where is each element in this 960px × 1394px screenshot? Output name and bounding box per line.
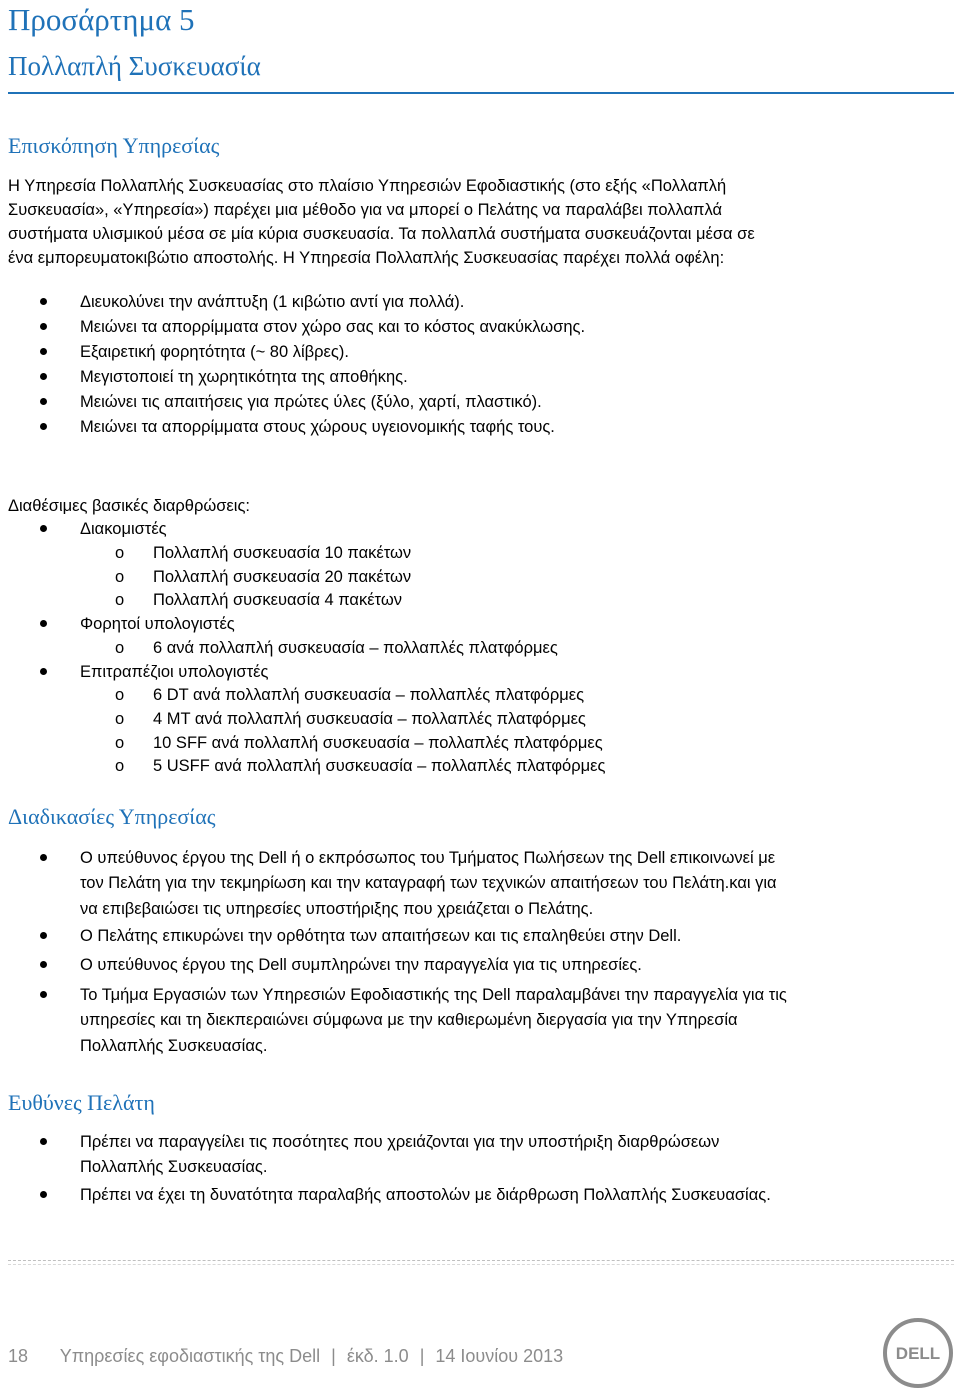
- intro-line: Συσκευασία», «Υπηρεσία») παρέχει μια μέθοδο για να μπορεί ο Πελάτης να παραλάβει πολλαπλά: [8, 201, 722, 219]
- bullet-icon: [40, 423, 47, 430]
- appendix-subtitle: Πολλαπλή Συσκευασία: [8, 51, 261, 81]
- footer-separator: |: [419, 1346, 425, 1366]
- footer-doc-name: Υπηρεσίες εφοδιαστικής της Dell: [59, 1346, 321, 1366]
- sub-bullet-icon: o: [115, 568, 125, 586]
- bullet-icon: [40, 668, 47, 675]
- appendix-title: Προσάρτημα 5: [8, 2, 195, 37]
- bullet-icon: [40, 298, 47, 305]
- intro-line: συστήματα υλισμικού μέσα σε μία κύρια συσκευασία. Τα πολλαπλά συστήματα συσκευάζονται μέσα σε: [8, 225, 755, 243]
- overview-intro: [8, 174, 948, 270]
- overview-heading: Επισκόπηση Υπηρεσίας: [8, 133, 220, 158]
- intro-line: ένα εμπορευματοκιβώτιο αποστολής. Η Υπηρεσία Πολλαπλής Συσκευασίας παρέχει πολλά οφέλη:: [8, 249, 725, 267]
- customer-heading: Ευθύνες Πελάτη: [8, 1090, 155, 1115]
- bullet-icon: [40, 525, 47, 532]
- footer-rule-secondary: [8, 1264, 954, 1265]
- footer-date: 14 Ιουνίου 2013: [435, 1346, 564, 1366]
- footer-separator: |: [331, 1346, 336, 1366]
- intro-line: Η Υπηρεσία Πολλαπλής Συσκευασίας στο πλαίσιο Υπηρεσιών Εφοδιαστικής (στο εξής «Πολλαπλή: [8, 177, 727, 195]
- bullet-icon: [40, 854, 47, 861]
- bullet-icon: [40, 323, 47, 330]
- bullet-icon: [40, 348, 47, 355]
- dell-logo-icon: [882, 1317, 954, 1389]
- bullet-icon: [40, 991, 47, 998]
- bullet-icon: [40, 961, 47, 968]
- bullet-icon: [40, 1138, 47, 1145]
- page-footer: [8, 1344, 563, 1368]
- procedures-heading: Διαδικασίες Υπηρεσίας: [8, 804, 216, 829]
- title-rule: [8, 92, 954, 94]
- sub-bullet-icon: o: [115, 734, 125, 752]
- sub-bullet-icon: o: [115, 639, 125, 657]
- sub-bullet-icon: o: [115, 710, 125, 728]
- bullet-icon: [40, 398, 47, 405]
- footer-rule: [8, 1260, 954, 1261]
- footer-version: έκδ. 1.0: [346, 1346, 409, 1366]
- sub-bullet-icon: o: [115, 757, 125, 775]
- dell-logo-text: DELL: [895, 1344, 941, 1363]
- bullet-icon: [40, 932, 47, 939]
- dell-logo: [882, 1317, 954, 1389]
- sub-bullet-icon: o: [115, 591, 125, 609]
- bullet-icon: [40, 1191, 47, 1198]
- page-number: 18: [8, 1346, 29, 1366]
- bullet-icon: [40, 620, 47, 627]
- sub-bullet-icon: o: [115, 544, 125, 562]
- bullet-icon: [40, 373, 47, 380]
- sub-bullet-icon: o: [115, 686, 125, 704]
